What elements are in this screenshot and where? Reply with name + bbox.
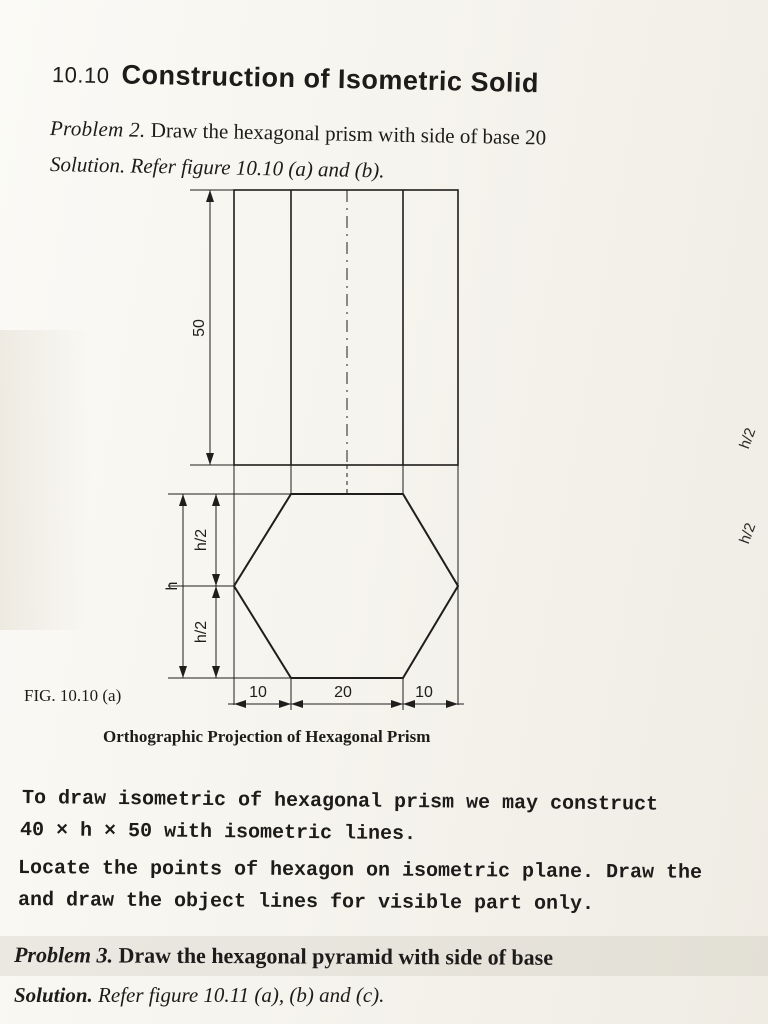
dim-left-label: 10	[249, 684, 267, 701]
paragraph-line-3: Locate the points of hexagon on isometric plane. Draw the	[17, 857, 703, 885]
solution-3-lead: Solution.	[14, 983, 93, 1007]
side-label-b: h/2	[736, 520, 760, 547]
dim-w-arrow-6	[446, 700, 458, 708]
solution-2-text: Refer figure 10.10 (a) and (b).	[130, 153, 385, 183]
dim-right-label: 10	[415, 684, 433, 701]
dim-half-arrow-3	[212, 586, 220, 598]
figure-caption: FIG. 10.10 (a)	[24, 686, 122, 705]
dim-h-arrow-top	[179, 494, 187, 506]
dim-half-arrow-2	[212, 574, 220, 586]
dim-w-arrow-5	[403, 700, 415, 708]
dim-half-lower-label: h/2	[193, 620, 210, 644]
solution-3	[14, 983, 384, 1008]
dim-half-upper-label: h/2	[193, 528, 210, 552]
dim-middle-label: 20	[334, 684, 352, 701]
dim-w-arrow-4	[391, 700, 403, 708]
side-label-a: h/2	[736, 425, 760, 452]
problem-2-text: Draw the hexagonal prism with side of base 20	[150, 117, 547, 150]
section-number: 10.10	[51, 62, 110, 89]
dim-height-label: 50	[191, 319, 208, 337]
section-title: Construction of Isometric Solid	[121, 59, 540, 99]
paragraph-line-2: 40 × h × 50 with isometric lines.	[19, 819, 417, 847]
dim-w-arrow-2	[279, 700, 291, 708]
problem-2-lead: Problem 2.	[49, 116, 146, 142]
paragraph-line-4: and draw the object lines for visible part only.	[17, 889, 595, 917]
dim-50-arrow-top	[206, 190, 214, 202]
dim-50-arrow-bottom	[206, 453, 214, 465]
dim-w-arrow-3	[291, 700, 303, 708]
dim-h-label: h	[164, 581, 181, 591]
hexagon-plan	[234, 494, 458, 678]
dim-h-arrow-bottom	[179, 666, 187, 678]
problem-3	[14, 942, 553, 971]
dim-half-arrow-1	[212, 494, 220, 506]
paragraph-line-1: To draw isometric of hexagonal prism we may construct	[21, 787, 659, 817]
problem-3-text: Draw the hexagonal pyramid with side of base	[118, 942, 554, 970]
figure-title: Orthographic Projection of Hexagonal Prism	[103, 727, 431, 746]
elevation-outline	[234, 190, 458, 465]
solution-3-text: Refer figure 10.11 (a), (b) and (c).	[98, 983, 385, 1007]
dim-half-arrow-4	[212, 666, 220, 678]
problem-3-lead: Problem 3.	[13, 942, 114, 968]
dim-w-arrow-1	[234, 700, 246, 708]
solution-2-lead: Solution.	[49, 152, 126, 178]
